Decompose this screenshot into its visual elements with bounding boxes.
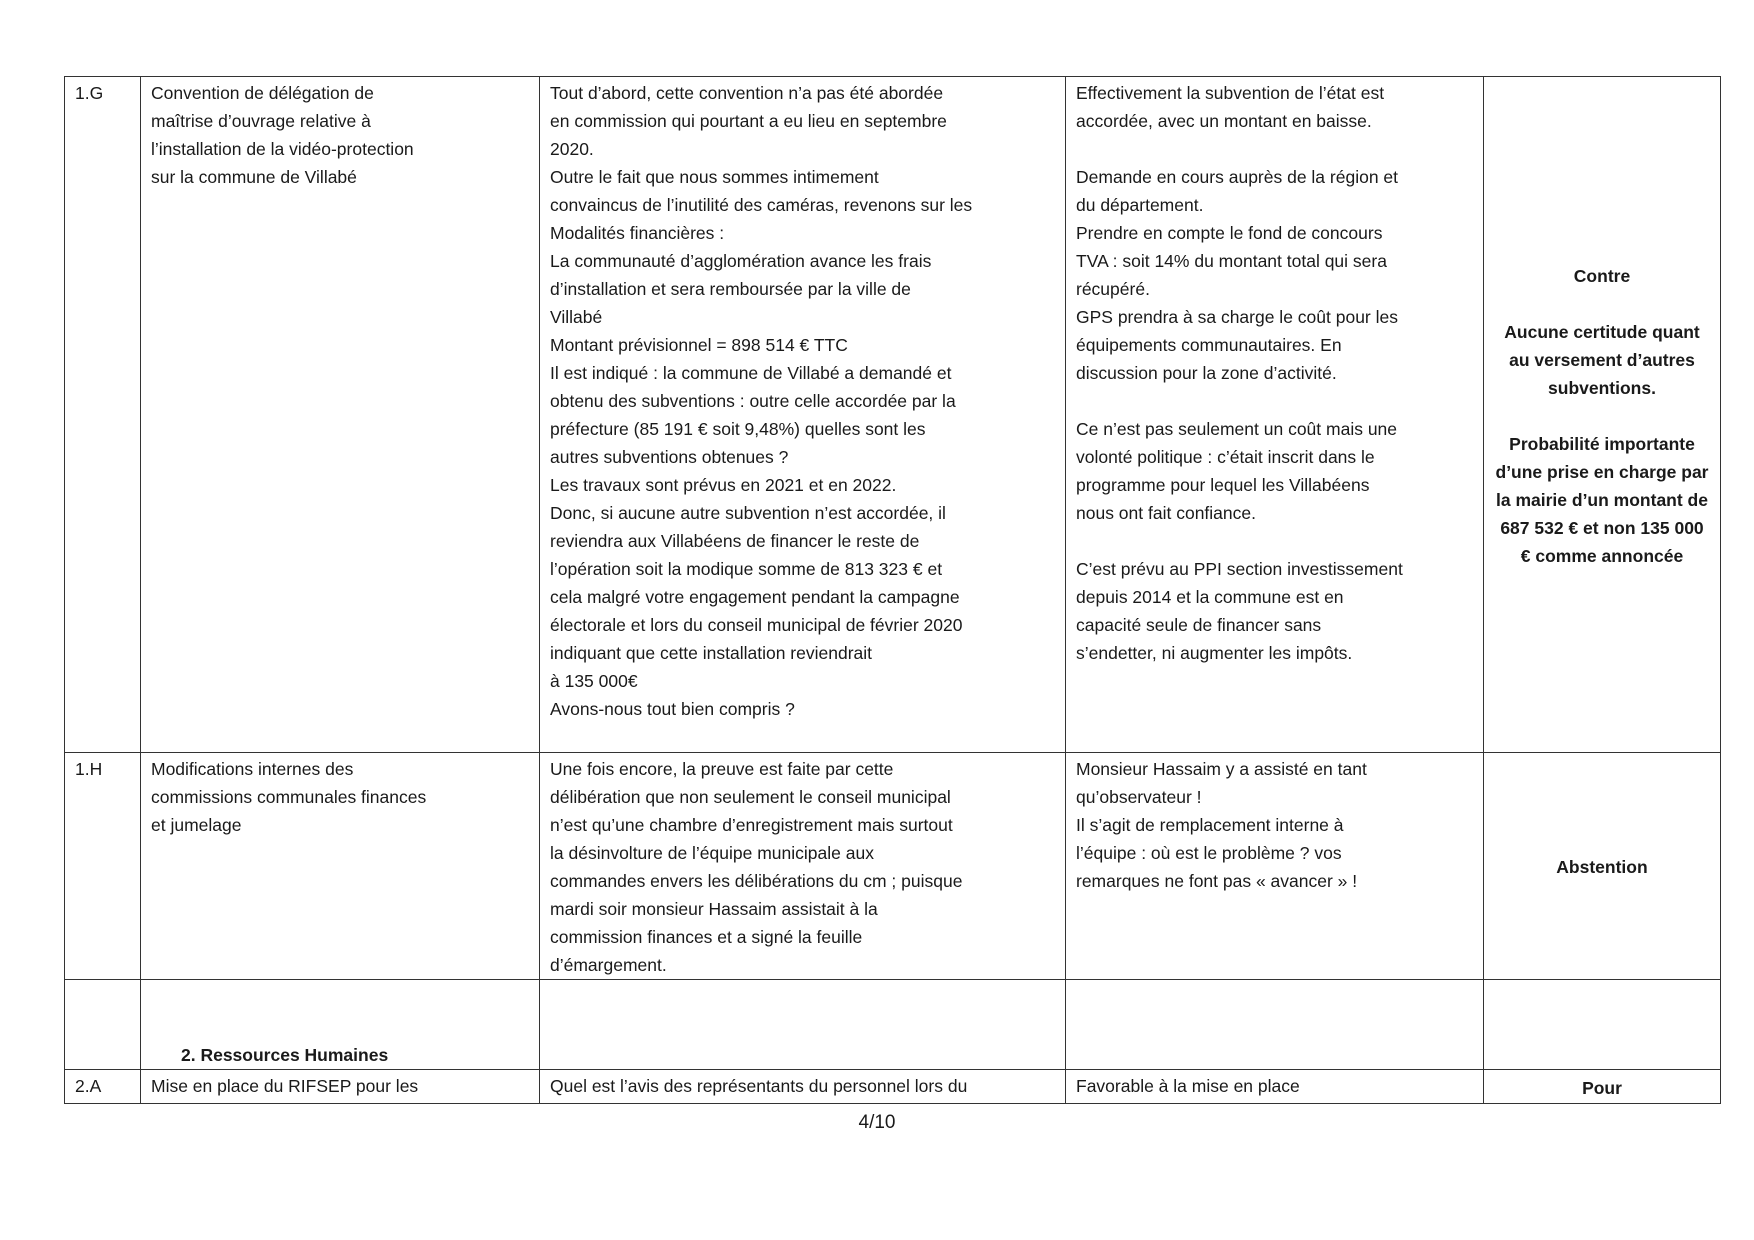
question-line: autres subventions obtenues ? xyxy=(550,447,789,467)
vote-line: Contre xyxy=(1573,265,1631,286)
deliberations-table xyxy=(64,76,1721,1104)
section-title: 2. Ressources Humaines xyxy=(141,980,540,1070)
question-line: 2020. xyxy=(550,139,594,159)
answer-line: s’endetter, ni augmenter les impôts. xyxy=(1076,643,1353,663)
vote-line xyxy=(1494,402,1710,430)
answer-line: remarques ne font pas « avancer » ! xyxy=(1076,871,1358,891)
question-line: Montant prévisionnel = 898 514 € TTC xyxy=(550,335,848,355)
subject-cell xyxy=(141,77,540,753)
subject-line: Mise en place du RIFSEP pour les xyxy=(151,1076,419,1096)
answer-line: capacité seule de financer sans xyxy=(1076,615,1322,635)
question-line: Modalités financières : xyxy=(550,223,725,243)
question-line: la désinvolture de l’équipe municipale aux xyxy=(550,843,874,863)
answer-line: l’équipe : où est le problème ? vos xyxy=(1076,843,1342,863)
answer-line: programme pour lequel les Villabéens xyxy=(1076,475,1370,495)
question-line: indiquant que cette installation reviendrait xyxy=(550,643,873,663)
question-line: Il est indiqué : la commune de Villabé a demandé et xyxy=(550,363,952,383)
answer-line: Monsieur Hassaim y a assisté en tant xyxy=(1076,759,1367,779)
empty-cell xyxy=(1484,980,1721,1070)
table-row xyxy=(65,77,1721,753)
answer-cell xyxy=(1066,1070,1484,1104)
answer-line: accordée, avec un montant en baisse. xyxy=(1076,111,1372,131)
answer-line: nous ont fait confiance. xyxy=(1076,503,1256,523)
answer-line: équipements communautaires. En xyxy=(1076,335,1342,355)
vote-line: Abstention xyxy=(1556,857,1648,877)
vote-line: Probabilité importante d’une prise en charge par la mairie d’un montant de 687 532 € et non 135 000 € comme annoncée xyxy=(1495,433,1709,566)
question-line: Villabé xyxy=(550,307,603,327)
vote-line: Pour xyxy=(1582,1077,1622,1098)
question-line: mardi soir monsieur Hassaim assistait à la xyxy=(550,899,878,919)
answer-line: du département. xyxy=(1076,195,1204,215)
question-line: à 135 000€ xyxy=(550,671,638,691)
question-cell xyxy=(540,77,1066,753)
table-row xyxy=(65,1070,1721,1104)
question-line: Outre le fait que nous sommes intimement xyxy=(550,167,879,187)
row-number: 1.G xyxy=(65,77,141,753)
answer-line: discussion pour la zone d’activité. xyxy=(1076,363,1337,383)
question-line: d’émargement. xyxy=(550,955,667,975)
question-line: cela malgré votre engagement pendant la campagne xyxy=(550,587,960,607)
question-line: Tout d’abord, cette convention n’a pas été abordée xyxy=(550,83,944,103)
answer-cell xyxy=(1066,77,1484,753)
subject-line: Modifications internes des xyxy=(151,759,354,779)
answer-cell xyxy=(1066,753,1484,980)
answer-line: C’est prévu au PPI section investissement xyxy=(1076,559,1403,579)
question-line: Avons-nous tout bien compris ? xyxy=(550,699,795,719)
question-line: d’installation et sera remboursée par la ville de xyxy=(550,279,911,299)
question-line: Quel est l’avis des représentants du personnel lors du xyxy=(550,1076,968,1096)
vote-cell xyxy=(1484,77,1721,753)
answer-line: Il s’agit de remplacement interne à xyxy=(1076,815,1344,835)
question-line: Une fois encore, la preuve est faite par cette xyxy=(550,759,894,779)
subject-line: sur la commune de Villabé xyxy=(151,167,357,187)
answer-line: qu’observateur ! xyxy=(1076,787,1202,807)
answer-line: depuis 2014 et la commune est en xyxy=(1076,587,1344,607)
question-line: La communauté d’agglomération avance les frais xyxy=(550,251,932,271)
answer-line: Prendre en compte le fond de concours xyxy=(1076,223,1383,243)
table-row xyxy=(65,753,1721,980)
answer-line: Favorable à la mise en place xyxy=(1076,1076,1300,1096)
question-line: électorale et lors du conseil municipal de février 2020 xyxy=(550,615,963,635)
answer-line: Demande en cours auprès de la région et xyxy=(1076,167,1399,187)
answer-line: récupéré. xyxy=(1076,279,1150,299)
question-line: Donc, si aucune autre subvention n’est accordée, il xyxy=(550,503,946,523)
answer-line: volonté politique : c’était inscrit dans le xyxy=(1076,447,1375,467)
question-line: Les travaux sont prévus en 2021 et en 2022. xyxy=(550,475,897,495)
section-row xyxy=(65,980,1721,1070)
vote-cell xyxy=(1484,753,1721,980)
answer-line: Effectivement la subvention de l’état est xyxy=(1076,83,1385,103)
question-line: commandes envers les délibérations du cm ; puisque xyxy=(550,871,963,891)
question-line: convaincus de l’inutilité des caméras, revenons sur les xyxy=(550,195,973,215)
empty-cell xyxy=(1066,980,1484,1070)
question-cell xyxy=(540,753,1066,980)
subject-line: l’installation de la vidéo-protection xyxy=(151,139,414,159)
subject-line: Convention de délégation de xyxy=(151,83,374,103)
empty-cell xyxy=(540,980,1066,1070)
row-number: 2.A xyxy=(65,1070,141,1104)
question-line: en commission qui pourtant a eu lieu en septembre xyxy=(550,111,947,131)
question-cell xyxy=(540,1070,1066,1104)
question-line: commission finances et a signé la feuille xyxy=(550,927,863,947)
question-line: obtenu des subventions : outre celle accordée par la xyxy=(550,391,956,411)
vote-line xyxy=(1494,290,1710,318)
page-number: 4/10 xyxy=(858,1112,896,1133)
answer-line: GPS prendra à sa charge le coût pour les xyxy=(1076,307,1398,327)
subject-line: commissions communales finances xyxy=(151,787,427,807)
row-number: 1.H xyxy=(65,753,141,980)
question-line: préfecture (85 191 € soit 9,48%) quelles sont les xyxy=(550,419,926,439)
subject-line: maîtrise d’ouvrage relative à xyxy=(151,111,371,131)
answer-line: Ce n’est pas seulement un coût mais une xyxy=(1076,419,1398,439)
vote-line: Aucune certitude quant au versement d’autres subventions. xyxy=(1504,321,1700,398)
answer-line xyxy=(1076,527,1473,555)
vote-cell xyxy=(1484,1070,1721,1104)
subject-line: et jumelage xyxy=(151,815,242,835)
question-line: n’est qu’une chambre d’enregistrement mais surtout xyxy=(550,815,953,835)
answer-line xyxy=(1076,387,1473,415)
empty-cell xyxy=(65,980,141,1070)
subject-cell xyxy=(141,1070,540,1104)
question-line: l’opération soit la modique somme de 813 323 € et xyxy=(550,559,943,579)
subject-cell xyxy=(141,753,540,980)
question-line: reviendra aux Villabéens de financer le reste de xyxy=(550,531,920,551)
answer-line: TVA : soit 14% du montant total qui sera xyxy=(1076,251,1387,271)
answer-line xyxy=(1076,135,1473,163)
question-line: délibération que non seulement le conseil municipal xyxy=(550,787,951,807)
